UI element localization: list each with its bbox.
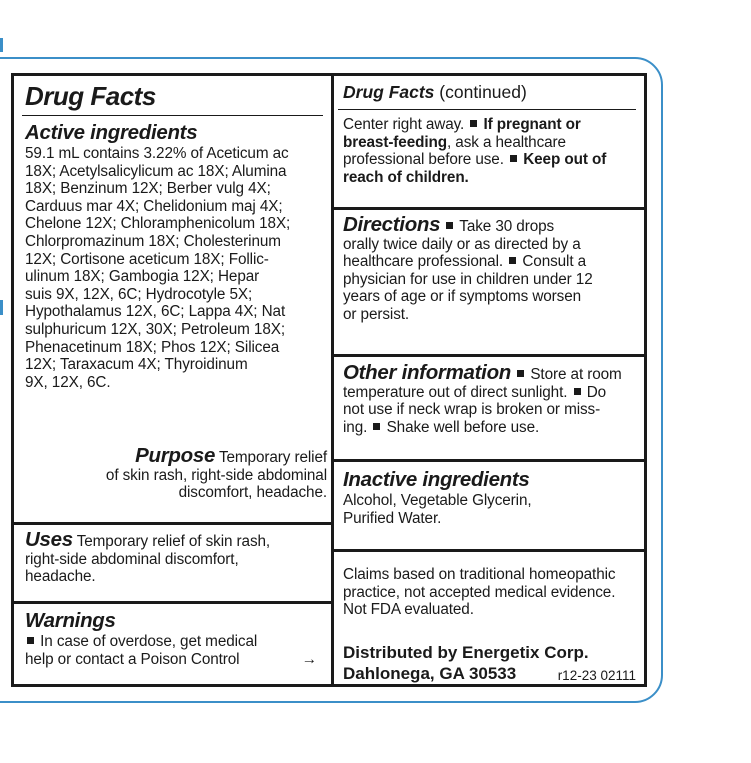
drug-facts-title: Drug Facts (25, 81, 156, 111)
purpose-first-line (20, 444, 327, 467)
bullet-icon (446, 222, 453, 229)
directions-heading: Directions (343, 213, 441, 236)
active-line: sulphuricum 12X, 30X; Petroleum 18X; (25, 320, 285, 338)
directions-line: physician for use in children under 12 (343, 270, 593, 288)
warnings-heading: Warnings (25, 609, 116, 632)
warn-cont-text: , ask a healthcare (447, 133, 566, 151)
other-line-text: Shake well before use. (386, 418, 540, 436)
active-line: suis 9X, 12X, 6C; Hydrocotyle 5X; (25, 285, 253, 303)
inactive-ingredients-heading: Inactive ingredients (343, 468, 530, 491)
warn-cont-bold: breast-feeding (343, 133, 447, 151)
purpose-line: Temporary relief (218, 449, 327, 466)
warn-cont-line (343, 169, 640, 187)
other-line-text: temperature out of direct sunlight. (343, 383, 568, 401)
continued-suffix: (continued) (439, 82, 527, 102)
bullet-icon (574, 388, 581, 395)
claims-text (343, 566, 642, 619)
inactive-ingredients-text (343, 492, 640, 527)
active-line: Hypothalamus 12X, 6C; Lappa 4X; Nat (25, 303, 286, 321)
directions-section (343, 213, 640, 324)
inactive-ingredients-section (343, 468, 640, 527)
warnings-line-text: In case of overdose, get medical (40, 633, 258, 650)
warnings-line (25, 633, 327, 651)
warn-cont-text: professional before use. (343, 151, 504, 169)
directions-line: years of age or if symptoms worsen (343, 288, 582, 306)
uses-first-line (25, 528, 327, 551)
uses-line: Temporary relief of skin rash, (76, 533, 271, 550)
active-line: 59.1 mL contains 3.22% of Aceticum ac (25, 145, 289, 162)
warn-cont-bold: Keep out of (523, 151, 607, 169)
other-line (343, 384, 640, 402)
other-line (343, 361, 640, 384)
edge-mark (0, 300, 3, 315)
warn-cont-line (343, 134, 640, 152)
other-information-heading: Other information (343, 361, 512, 384)
directions-line: orally twice daily or as directed by a (343, 235, 581, 253)
purpose-line: of skin rash, right-side abdominal (105, 466, 327, 484)
other-information-section (343, 361, 640, 436)
bullet-icon (470, 120, 477, 127)
warn-cont-text: Center right away. (343, 116, 465, 133)
active-line: Phenacetinum 18X; Phos 12X; Silicea (25, 338, 280, 356)
purpose-text (20, 444, 327, 502)
active-line: ulinum 18X; Gambogia 12X; Hepar (25, 268, 260, 286)
continued-title-line (343, 82, 640, 102)
continue-arrow-icon: → (301, 650, 317, 668)
other-information-text (343, 361, 640, 436)
warnings-line (25, 651, 327, 669)
active-line: 12X; Cortisone aceticum 18X; Follic- (25, 250, 269, 268)
inactive-line: Purified Water. (343, 509, 442, 527)
directions-line: or persist. (343, 305, 410, 323)
purpose-section (20, 444, 327, 502)
section-divider (14, 601, 331, 604)
warnings-continued-section (343, 116, 640, 186)
distributor-address: Dahlonega, GA 30533 (343, 664, 517, 683)
active-line: 18X; Benzinum 12X; Berber vulg 4X; (25, 180, 271, 198)
directions-first: Take 30 drops (459, 218, 555, 235)
section-divider (334, 354, 644, 357)
other-first: Store at room (530, 366, 622, 383)
left-column (14, 76, 331, 684)
claims-line: Not FDA evaluated. (343, 601, 474, 619)
distributor-section (343, 642, 640, 684)
distributor-name: Distributed by Energetix Corp. (343, 643, 589, 662)
bullet-icon (510, 155, 517, 162)
warnings-continued-text (343, 116, 640, 186)
warn-cont-bold: reach of children. (343, 168, 469, 186)
warn-cont-line (343, 116, 640, 134)
uses-line: headache. (25, 568, 96, 586)
active-line: 12X; Taraxacum 4X; Thyroidinum (25, 356, 248, 374)
claims-line: practice, not accepted medical evidence. (343, 583, 616, 601)
continued-title: Drug Facts (343, 82, 435, 102)
bullet-icon (27, 637, 34, 644)
directions-text (343, 213, 640, 324)
drug-facts-section (25, 82, 325, 110)
warnings-text (25, 633, 327, 668)
claims-line: Claims based on traditional homeopathic (343, 566, 616, 583)
uses-text (25, 528, 327, 586)
other-line: not use if neck wrap is broken or miss- (343, 401, 601, 419)
bullet-icon (517, 370, 524, 377)
active-line: Chlorpromazinum 18X; Cholesterinum (25, 232, 281, 250)
directions-line (343, 213, 640, 236)
uses-line: right-side abdominal discomfort, (25, 550, 239, 568)
active-line: 9X, 12X, 6C. (25, 373, 111, 391)
other-line-text: ing. (343, 418, 368, 436)
purpose-line: discomfort, headache. (178, 484, 327, 502)
active-ingredients-heading: Active ingredients (25, 121, 198, 144)
section-divider (334, 207, 644, 210)
warn-cont-bold: If pregnant or (483, 116, 581, 133)
warnings-section (25, 609, 327, 668)
uses-section (25, 528, 327, 586)
uses-heading: Uses (25, 528, 73, 551)
bullet-icon (373, 423, 380, 430)
product-code: r12-23 02111 (557, 668, 636, 683)
right-column (334, 76, 644, 684)
directions-consult: Consult a (522, 253, 587, 271)
edge-mark (0, 38, 3, 52)
warnings-line-text: help or contact a Poison Control (25, 650, 240, 668)
claims-section (343, 566, 642, 619)
section-divider (334, 459, 644, 462)
section-divider (334, 549, 644, 552)
title-rule (22, 115, 323, 116)
inactive-line: Alcohol, Vegetable Glycerin, (343, 492, 532, 509)
continued-header (343, 82, 640, 102)
warn-cont-line (343, 151, 640, 169)
continued-rule (338, 109, 636, 110)
active-line: Chelone 12X; Chloramphenicolum 18X; (25, 215, 291, 233)
active-line: Carduus mar 4X; Chelidonium maj 4X; (25, 197, 283, 215)
distributor-address-line (343, 663, 640, 684)
other-line (343, 419, 640, 437)
directions-line-text: healthcare professional. (343, 253, 504, 271)
drug-facts-panel (11, 73, 647, 687)
active-ingredients-text (25, 145, 327, 391)
other-do: Do (586, 383, 607, 401)
section-divider (14, 522, 331, 525)
active-line: 18X; Acetylsalicylicum ac 18X; Alumina (25, 162, 287, 180)
purpose-heading: Purpose (135, 444, 216, 467)
bullet-icon (509, 257, 516, 264)
directions-line (343, 253, 640, 271)
active-ingredients-section (25, 121, 327, 391)
